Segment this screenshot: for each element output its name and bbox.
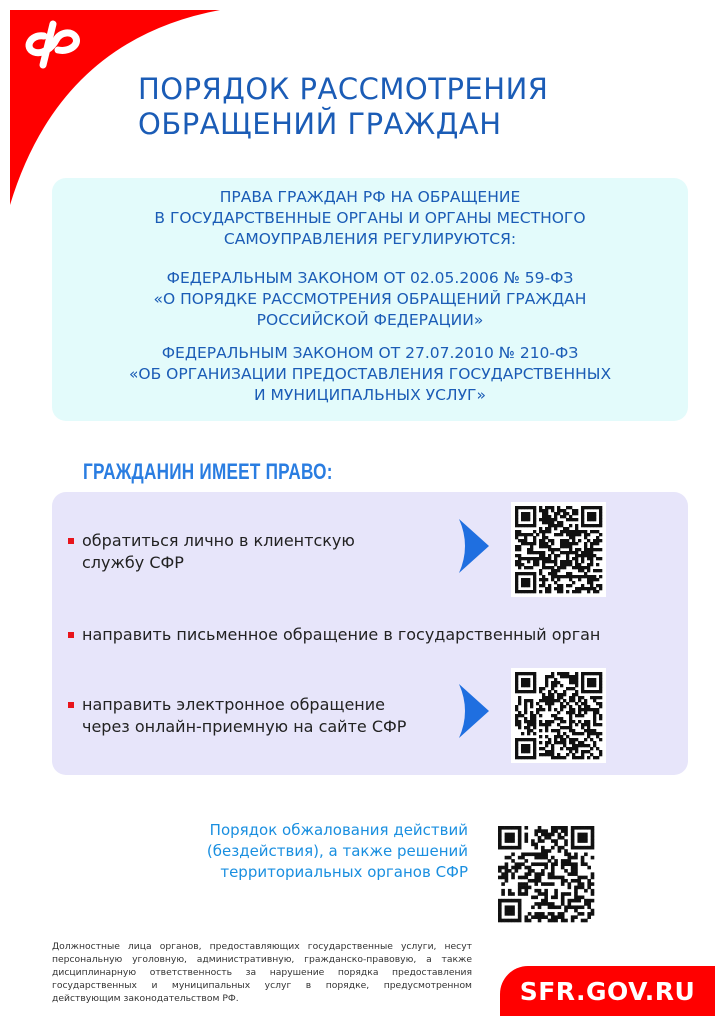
right-item: направить электронное обращение через онлайн-приемную на сайте СФР bbox=[68, 694, 406, 738]
bullet-icon bbox=[68, 702, 74, 708]
title-line: ОБРАЩЕНИЙ ГРАЖДАН bbox=[138, 107, 502, 141]
chevron-right-icon bbox=[457, 517, 491, 575]
law-210fz: ФЕДЕРАЛЬНЫМ ЗАКОНОМ ОТ 27.07.2010 № 210-ФЗ «ОБ ОРГАНИЗАЦИИ ПРЕДОСТАВЛЕНИЯ ГОСУДАРСТВЕННЫХ И МУНИЦИПАЛЬНЫХ УСЛУГ» bbox=[128, 344, 612, 404]
laws-intro: ПРАВА ГРАЖДАН РФ НА ОБРАЩЕНИЕ В ГОСУДАРСТВЕННЫЕ ОРГАНЫ И ОРГАНЫ МЕСТНОГО САМОУПРАВЛЕНИЯ РЕГУЛИРУЮТСЯ: bbox=[154, 188, 586, 248]
page-title bbox=[138, 72, 548, 142]
qr-code-appeal[interactable] bbox=[494, 822, 598, 926]
qr-code-online-reception[interactable] bbox=[511, 668, 606, 763]
bullet-icon bbox=[68, 632, 74, 638]
appeal-text: Порядок обжалования действий (бездействия), а также решений территориальных органов СФР bbox=[206, 821, 468, 881]
right-item: обратиться лично в клиентскую службу СФР bbox=[68, 530, 355, 574]
footer-disclaimer: Должностные лица органов, предоставляющих государственные услуги, несут персональную уголовную, административную, гражданско-правовую, а также дисциплинарную ответственность за нарушение порядка предоставления государственных и муниципальных услуг в порядке, предусмотренном действующим законодательством РФ. bbox=[52, 941, 472, 1004]
qr-code-client-service[interactable] bbox=[511, 502, 606, 597]
bullet-icon bbox=[68, 538, 74, 544]
site-link[interactable]: SFR.GOV.RU bbox=[500, 966, 715, 1016]
rights-heading: ГРАЖДАНИН ИМЕЕТ ПРАВО: bbox=[83, 459, 333, 484]
title-line: ПОРЯДОК РАССМОТРЕНИЯ bbox=[138, 72, 549, 106]
chevron-right-icon bbox=[457, 682, 491, 740]
right-item: направить письменное обращение в государственный орган bbox=[68, 624, 600, 646]
laws-box bbox=[52, 178, 688, 421]
law-59fz: ФЕДЕРАЛЬНЫМ ЗАКОНОМ ОТ 02.05.2006 № 59-ФЗ «О ПОРЯДКЕ РАССМОТРЕНИЯ ОБРАЩЕНИЙ ГРАЖДАН РОССИЙСКОЙ ФЕДЕРАЦИИ» bbox=[153, 269, 587, 329]
